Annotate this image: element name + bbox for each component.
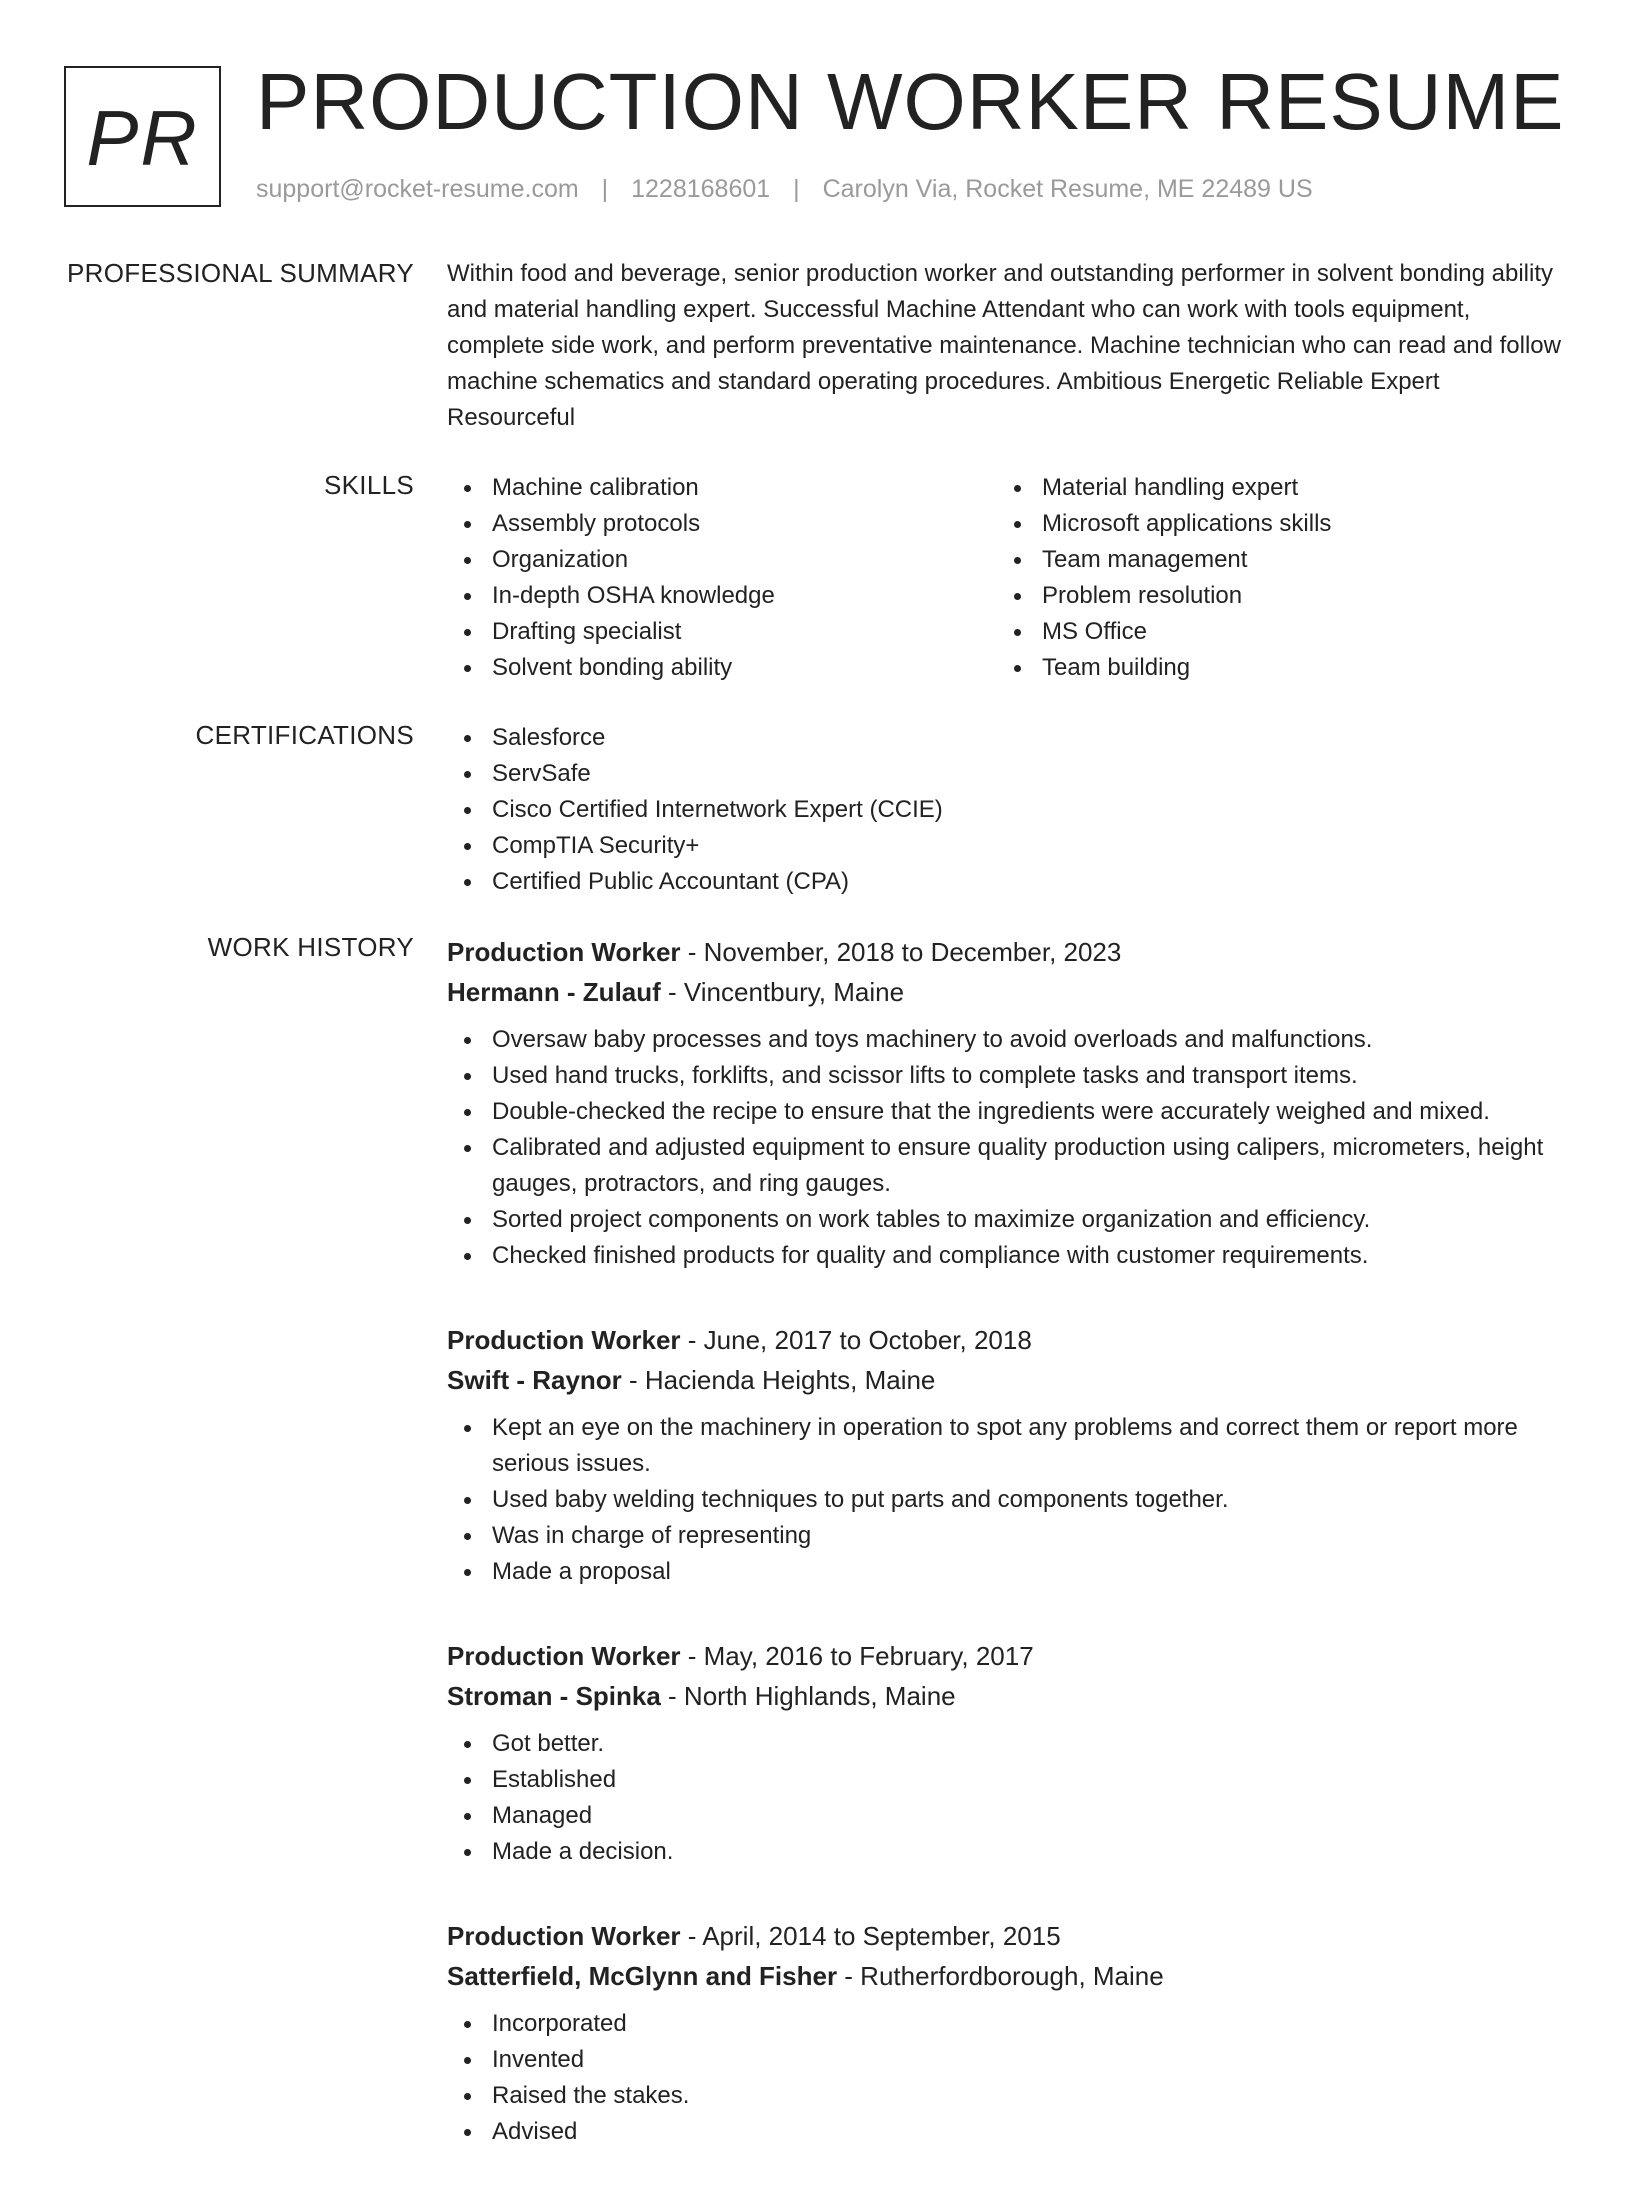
job-location: - North Highlands, Maine <box>660 1681 956 1711</box>
job-company: Satterfield, McGlynn and Fisher <box>447 1961 838 1991</box>
resume-title: PRODUCTION WORKER RESUME <box>256 57 1565 146</box>
job-title: Production Worker <box>447 1325 681 1355</box>
certifications-body <box>447 720 1567 900</box>
job-duty: Raised the stakes. <box>447 2078 1567 2114</box>
job-title-line <box>447 1916 1567 1956</box>
work-history-body <box>447 932 1567 2196</box>
job-duty: Used baby welding techniques to put parts and components together. <box>447 1482 1567 1518</box>
contact-phone[interactable]: 1228168601 <box>631 175 771 203</box>
monogram-initials: PR <box>86 93 199 182</box>
job-duty: Oversaw baby processes and toys machinery to avoid overloads and malfunctions. <box>447 1022 1567 1058</box>
certification-item: Certified Public Accountant (CPA) <box>447 864 1567 900</box>
contact-separator: | <box>601 175 609 203</box>
skill-item: Team management <box>997 542 1547 578</box>
job-duty: Made a proposal <box>447 1554 1567 1590</box>
skill-item: In-depth OSHA knowledge <box>447 578 997 614</box>
skill-item: Microsoft applications skills <box>997 506 1547 542</box>
skill-item: Problem resolution <box>997 578 1547 614</box>
skill-item: Organization <box>447 542 997 578</box>
job-company: Stroman - Spinka <box>447 1681 661 1711</box>
job-duty: Double-checked the recipe to ensure that the ingredients were accurately weighed and mixed. <box>447 1094 1567 1130</box>
contact-address: Carolyn Via, Rocket Resume, ME 22489 US <box>822 175 1313 203</box>
certification-item: ServSafe <box>447 756 1567 792</box>
job-title: Production Worker <box>447 937 681 967</box>
job-title-line <box>447 1636 1567 1676</box>
job-duty: Sorted project components on work tables to maximize organization and efficiency. <box>447 1202 1567 1238</box>
skill-item: Material handling expert <box>997 470 1547 506</box>
job-title: Production Worker <box>447 1641 681 1671</box>
skill-item: Solvent bonding ability <box>447 650 997 686</box>
job-duty: Established <box>447 1762 1567 1798</box>
job-company-line <box>447 1956 1567 1996</box>
job-duties <box>447 1410 1567 1590</box>
job-duty: Incorporated <box>447 2006 1567 2042</box>
job-entry <box>447 1320 1567 1590</box>
job-duty: Advised <box>447 2114 1567 2150</box>
job-company: Swift - Raynor <box>447 1365 622 1395</box>
contact-line <box>256 175 1313 204</box>
job-duty: Was in charge of representing <box>447 1518 1567 1554</box>
job-duty: Got better. <box>447 1726 1567 1762</box>
job-title-line <box>447 1320 1567 1360</box>
job-duty: Made a decision. <box>447 1834 1567 1870</box>
job-location: - Rutherfordborough, Maine <box>837 1961 1164 1991</box>
work-history-heading: WORK HISTORY <box>207 932 414 962</box>
job-duty: Managed <box>447 1798 1567 1834</box>
job-company-line <box>447 1360 1567 1400</box>
skill-item: Assembly protocols <box>447 506 997 542</box>
job-location: - Vincentbury, Maine <box>660 977 905 1007</box>
job-duty: Kept an eye on the machinery in operation to spot any problems and correct them or report more serious issues. <box>447 1410 1567 1482</box>
certification-item: Cisco Certified Internetwork Expert (CCIE) <box>447 792 1567 828</box>
certification-item: Salesforce <box>447 720 1567 756</box>
job-duties <box>447 2006 1567 2150</box>
certifications-list <box>447 720 1567 900</box>
job-location: - Hacienda Heights, Maine <box>621 1365 936 1395</box>
skills-heading: SKILLS <box>324 470 414 500</box>
monogram-box <box>64 66 221 207</box>
job-dates: - June, 2017 to October, 2018 <box>680 1325 1032 1355</box>
skill-item: Drafting specialist <box>447 614 997 650</box>
job-duties <box>447 1022 1567 1274</box>
job-company-line <box>447 1676 1567 1716</box>
job-dates: - May, 2016 to February, 2017 <box>680 1641 1034 1671</box>
certifications-heading: CERTIFICATIONS <box>195 720 414 750</box>
job-dates: - April, 2014 to September, 2015 <box>680 1921 1061 1951</box>
job-duty: Calibrated and adjusted equipment to ensure quality production using calipers, micrometers, height gauges, protractors, and ring gauges. <box>447 1130 1567 1202</box>
skill-item: Machine calibration <box>447 470 997 506</box>
skill-item: Team building <box>997 650 1547 686</box>
job-duties <box>447 1726 1567 1870</box>
job-dates: - November, 2018 to December, 2023 <box>680 937 1122 967</box>
job-duty: Checked finished products for quality and compliance with customer requirements. <box>447 1238 1567 1274</box>
summary-text: Within food and beverage, senior production worker and outstanding performer in solvent bonding ability and material handling expert. Successful Machine Attendant who can work with tools equipment, complete side work, and perform preventative maintenance. Machine technician who can read and follow machine schematics and standard operating procedures. Ambitious Energetic Reliable Expert Resourceful <box>447 260 1561 431</box>
job-company: Hermann - Zulauf <box>447 977 661 1007</box>
skill-item: MS Office <box>997 614 1547 650</box>
summary-heading: PROFESSIONAL SUMMARY <box>67 258 414 288</box>
job-title: Production Worker <box>447 1921 681 1951</box>
job-duty: Used hand trucks, forklifts, and scissor lifts to complete tasks and transport items. <box>447 1058 1567 1094</box>
job-entry <box>447 1916 1567 2150</box>
job-entry <box>447 1636 1567 1870</box>
contact-email[interactable]: support@rocket-resume.com <box>256 175 579 203</box>
job-company-line <box>447 972 1567 1012</box>
skills-list-right <box>997 470 1547 686</box>
skills-columns <box>447 470 1567 686</box>
job-title-line <box>447 932 1567 972</box>
job-duty: Invented <box>447 2042 1567 2078</box>
certification-item: CompTIA Security+ <box>447 828 1567 864</box>
job-entry <box>447 932 1567 1274</box>
contact-separator: | <box>793 175 800 203</box>
skills-list-left <box>447 470 997 686</box>
